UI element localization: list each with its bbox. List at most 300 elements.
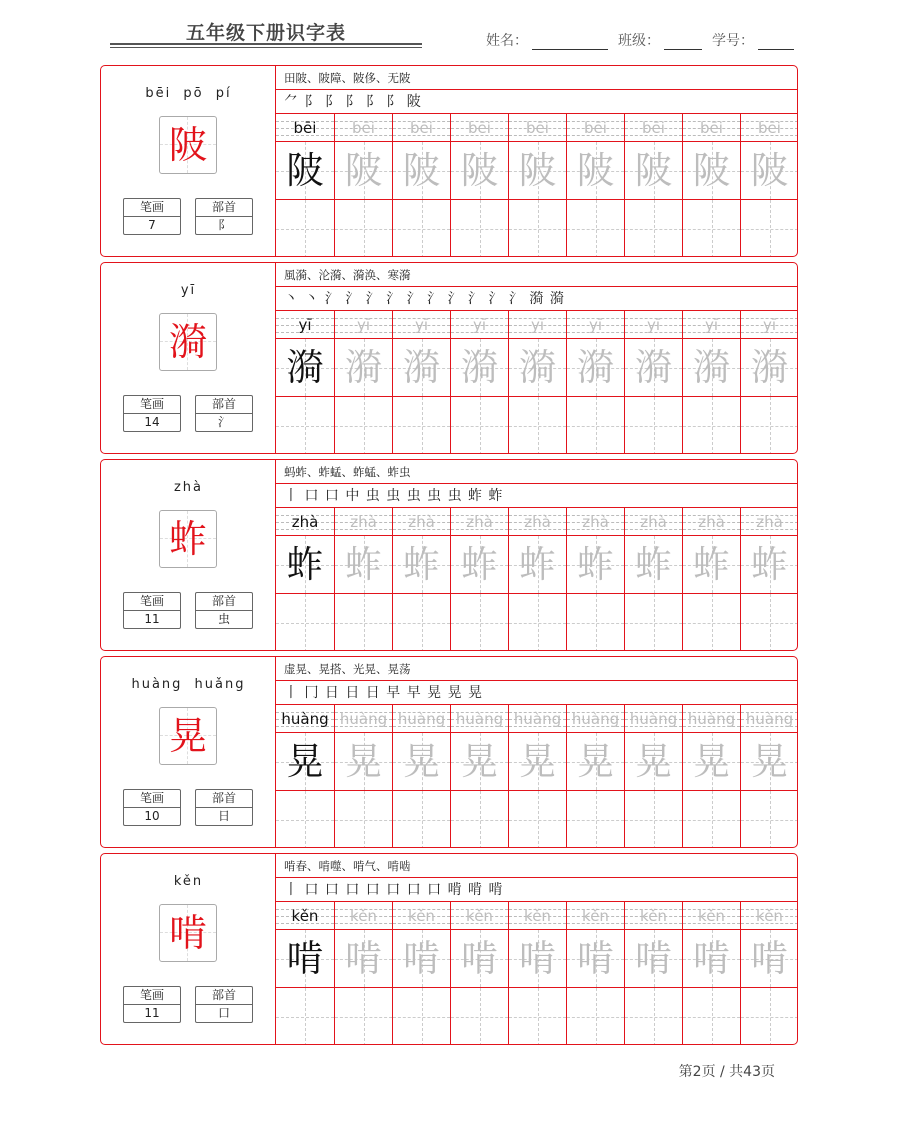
trace-character: 晃 xyxy=(345,740,382,783)
practice-pinyin-cell[interactable] xyxy=(683,114,740,142)
practice-pinyin-cell[interactable] xyxy=(335,705,392,733)
practice-column xyxy=(450,508,508,651)
practice-pinyin-cell[interactable] xyxy=(393,114,450,142)
trace-cell[interactable] xyxy=(509,536,566,594)
trace-cell[interactable] xyxy=(741,733,798,791)
practice-column xyxy=(682,705,740,848)
practice-pinyin-cell[interactable] xyxy=(741,114,798,142)
practice-column xyxy=(508,902,566,1045)
name-field[interactable] xyxy=(486,30,608,50)
practice-pinyin: zhà xyxy=(466,513,493,531)
trace-character: 啃 xyxy=(635,937,672,980)
stroke-count-label: 笔画 xyxy=(124,199,180,217)
practice-pinyin-cell[interactable] xyxy=(393,705,450,733)
practice-pinyin-cell[interactable] xyxy=(625,114,682,142)
trace-cell[interactable] xyxy=(335,536,392,594)
trace-character: 漪 xyxy=(286,346,324,389)
character-display-box xyxy=(159,116,217,174)
trace-cell[interactable] xyxy=(567,536,624,594)
practice-pinyin-cell[interactable] xyxy=(741,705,798,733)
character-display: 陂 xyxy=(168,123,207,167)
practice-pinyin-cell[interactable] xyxy=(567,705,624,733)
practice-column xyxy=(508,311,566,454)
practice-column xyxy=(392,508,450,651)
blank-writing-cell[interactable] xyxy=(335,200,392,257)
blank-writing-cell[interactable] xyxy=(741,594,798,651)
trace-character: 啃 xyxy=(577,937,614,980)
trace-character: 陂 xyxy=(461,149,498,192)
trace-cell[interactable] xyxy=(393,339,450,397)
character-display-box xyxy=(159,510,217,568)
practice-pinyin: bēi xyxy=(526,119,549,137)
practice-column xyxy=(276,311,334,454)
trace-cell[interactable] xyxy=(393,536,450,594)
writing-grid xyxy=(276,311,798,454)
trace-cell[interactable] xyxy=(509,142,566,200)
radical-label: 部首 xyxy=(196,396,252,414)
trace-cell[interactable] xyxy=(625,930,682,988)
practice-pinyin: yī xyxy=(298,316,312,334)
trace-cell[interactable] xyxy=(451,536,508,594)
practice-area xyxy=(276,263,798,453)
trace-cell[interactable] xyxy=(335,930,392,988)
stroke-count-value: 11 xyxy=(144,1006,160,1020)
stroke-count-tag xyxy=(123,986,181,1023)
practice-column xyxy=(392,311,450,454)
trace-cell[interactable] xyxy=(741,142,798,200)
blank-writing-cell[interactable] xyxy=(741,791,798,848)
trace-cell[interactable] xyxy=(509,339,566,397)
practice-column xyxy=(566,311,624,454)
blank-writing-cell[interactable] xyxy=(393,791,450,848)
trace-cell[interactable] xyxy=(276,142,334,200)
practice-pinyin: kěn xyxy=(350,907,377,925)
blank-writing-cell[interactable] xyxy=(683,397,740,454)
practice-column xyxy=(508,508,566,651)
practice-pinyin-cell[interactable] xyxy=(451,902,508,930)
trace-character: 漪 xyxy=(751,346,788,389)
character-pinyin: zhà xyxy=(173,480,204,495)
trace-cell[interactable] xyxy=(393,930,450,988)
practice-pinyin: zhà xyxy=(524,513,551,531)
practice-pinyin-cell[interactable] xyxy=(509,902,566,930)
practice-column xyxy=(276,902,334,1045)
trace-cell[interactable] xyxy=(451,339,508,397)
blank-writing-cell[interactable] xyxy=(509,988,566,1045)
blank-writing-cell[interactable] xyxy=(567,594,624,651)
practice-pinyin-cell[interactable] xyxy=(625,508,682,536)
example-words: 蚂蚱、蚱蜢、蚱蜢、蚱虫 xyxy=(276,460,798,484)
blank-writing-cell[interactable] xyxy=(567,988,624,1045)
practice-pinyin-cell[interactable] xyxy=(567,114,624,142)
radical-value: 阝 xyxy=(217,218,230,232)
trace-cell[interactable] xyxy=(335,142,392,200)
trace-cell[interactable] xyxy=(567,142,624,200)
practice-pinyin: huàng xyxy=(629,710,678,728)
character-card xyxy=(100,656,798,848)
practice-column xyxy=(450,705,508,848)
stroke-count-label: 笔画 xyxy=(124,396,180,414)
trace-cell[interactable] xyxy=(567,733,624,791)
practice-pinyin: huàng xyxy=(571,710,620,728)
stroke-count-tag xyxy=(123,592,181,629)
character-display: 晃 xyxy=(168,714,207,758)
practice-pinyin-cell[interactable] xyxy=(276,705,334,733)
practice-column xyxy=(566,705,624,848)
blank-writing-cell[interactable] xyxy=(276,397,334,454)
practice-pinyin: huàng xyxy=(513,710,562,728)
blank-writing-cell[interactable] xyxy=(451,397,508,454)
page-indicator: 第2页 / 共43页 xyxy=(678,1064,775,1080)
blank-writing-cell[interactable] xyxy=(335,988,392,1045)
practice-column xyxy=(740,705,798,848)
practice-column xyxy=(624,114,682,257)
practice-pinyin-cell[interactable] xyxy=(393,902,450,930)
trace-cell[interactable] xyxy=(567,930,624,988)
trace-character: 陂 xyxy=(286,149,324,192)
stroke-order: 丨 口 口 中 虫 虫 虫 虫 虫 蚱 蚱 xyxy=(276,484,798,508)
practice-pinyin-cell[interactable] xyxy=(393,508,450,536)
practice-pinyin: kěn xyxy=(408,907,435,925)
character-display-box xyxy=(159,904,217,962)
blank-writing-cell[interactable] xyxy=(451,594,508,651)
practice-area xyxy=(276,854,798,1044)
stroke-order: ⺈ 阝 阝 阝 阝 阝 陂 xyxy=(276,90,798,114)
practice-pinyin-cell[interactable] xyxy=(276,114,334,142)
number-label: 学号： xyxy=(712,33,754,49)
blank-writing-cell[interactable] xyxy=(335,791,392,848)
character-display: 啃 xyxy=(168,911,207,955)
practice-pinyin-cell[interactable] xyxy=(567,902,624,930)
trace-cell[interactable] xyxy=(276,536,334,594)
stroke-count-value: 14 xyxy=(144,415,160,429)
trace-character: 晃 xyxy=(751,740,788,783)
practice-pinyin: zhà xyxy=(408,513,435,531)
practice-column xyxy=(334,311,392,454)
practice-pinyin: yī xyxy=(356,316,371,334)
blank-writing-cell[interactable] xyxy=(393,988,450,1045)
trace-cell[interactable] xyxy=(509,733,566,791)
trace-cell[interactable] xyxy=(335,733,392,791)
practice-pinyin: zhà xyxy=(640,513,667,531)
blank-writing-cell[interactable] xyxy=(567,397,624,454)
blank-writing-cell[interactable] xyxy=(625,200,682,257)
practice-pinyin-cell[interactable] xyxy=(509,508,566,536)
trace-cell[interactable] xyxy=(276,930,334,988)
stroke-count-value: 11 xyxy=(144,612,160,626)
practice-column xyxy=(450,902,508,1045)
trace-cell[interactable] xyxy=(451,930,508,988)
number-field[interactable] xyxy=(712,30,794,50)
trace-character: 漪 xyxy=(693,346,730,389)
practice-column xyxy=(624,902,682,1045)
practice-pinyin: huàng xyxy=(339,710,388,728)
blank-writing-cell[interactable] xyxy=(509,791,566,848)
practice-pinyin-cell[interactable] xyxy=(509,114,566,142)
title-underline-thin xyxy=(110,47,422,48)
blank-writing-cell[interactable] xyxy=(451,791,508,848)
trace-character: 晃 xyxy=(286,740,324,783)
radical-tag xyxy=(195,789,253,826)
example-words: 風漪、沦漪、漪涣、寒漪 xyxy=(276,263,798,287)
practice-pinyin: zhà xyxy=(350,513,377,531)
practice-pinyin: bēi xyxy=(410,119,433,137)
character-pinyin: kěn xyxy=(173,874,204,889)
name-label: 姓名： xyxy=(486,33,528,49)
number-blank[interactable] xyxy=(758,33,794,50)
practice-pinyin-cell[interactable] xyxy=(451,508,508,536)
practice-pinyin-cell[interactable] xyxy=(567,311,624,339)
practice-column xyxy=(682,311,740,454)
blank-writing-cell[interactable] xyxy=(567,791,624,848)
trace-character: 漪 xyxy=(635,346,672,389)
practice-pinyin: kěn xyxy=(466,907,493,925)
practice-pinyin-cell[interactable] xyxy=(509,311,566,339)
trace-character: 晃 xyxy=(403,740,440,783)
blank-writing-cell[interactable] xyxy=(335,397,392,454)
practice-pinyin-cell[interactable] xyxy=(625,705,682,733)
blank-writing-cell[interactable] xyxy=(625,397,682,454)
trace-cell[interactable] xyxy=(741,339,798,397)
practice-pinyin: kěn xyxy=(582,907,609,925)
practice-pinyin: zhà xyxy=(291,513,319,531)
trace-cell[interactable] xyxy=(683,733,740,791)
trace-character: 蚱 xyxy=(577,543,614,586)
example-words: 啃春、啃噬、啃气、啃啮 xyxy=(276,854,798,878)
practice-area xyxy=(276,66,798,256)
blank-writing-cell[interactable] xyxy=(683,791,740,848)
trace-character: 蚱 xyxy=(751,543,788,586)
trace-character: 晃 xyxy=(519,740,556,783)
blank-writing-cell[interactable] xyxy=(625,988,682,1045)
character-card xyxy=(100,262,798,454)
practice-pinyin-cell[interactable] xyxy=(625,311,682,339)
class-label: 班级： xyxy=(618,33,660,49)
stroke-count-label: 笔画 xyxy=(124,593,180,611)
blank-writing-cell[interactable] xyxy=(276,594,334,651)
practice-pinyin: kěn xyxy=(640,907,667,925)
blank-writing-cell[interactable] xyxy=(335,594,392,651)
blank-writing-cell[interactable] xyxy=(625,791,682,848)
trace-character: 蚱 xyxy=(635,543,672,586)
blank-writing-cell[interactable] xyxy=(393,594,450,651)
blank-writing-cell[interactable] xyxy=(451,988,508,1045)
trace-cell[interactable] xyxy=(393,733,450,791)
practice-pinyin: huàng xyxy=(687,710,736,728)
trace-cell[interactable] xyxy=(741,930,798,988)
stroke-order: 丨 冂 日 日 日 早 早 晃 晃 晃 xyxy=(276,681,798,705)
writing-grid xyxy=(276,114,798,257)
practice-pinyin-cell[interactable] xyxy=(509,705,566,733)
practice-pinyin: kěn xyxy=(698,907,725,925)
practice-pinyin: kěn xyxy=(756,907,783,925)
trace-character: 蚱 xyxy=(345,543,382,586)
trace-cell[interactable] xyxy=(683,339,740,397)
trace-cell[interactable] xyxy=(625,142,682,200)
trace-cell[interactable] xyxy=(683,536,740,594)
blank-writing-cell[interactable] xyxy=(741,397,798,454)
practice-pinyin-cell[interactable] xyxy=(567,508,624,536)
trace-cell[interactable] xyxy=(567,339,624,397)
practice-pinyin: zhà xyxy=(756,513,783,531)
blank-writing-cell[interactable] xyxy=(567,200,624,257)
practice-pinyin: bēi xyxy=(584,119,607,137)
practice-pinyin-cell[interactable] xyxy=(683,705,740,733)
trace-cell[interactable] xyxy=(335,339,392,397)
blank-writing-cell[interactable] xyxy=(741,988,798,1045)
trace-cell[interactable] xyxy=(683,930,740,988)
practice-column xyxy=(740,508,798,651)
trace-cell[interactable] xyxy=(741,536,798,594)
practice-pinyin-cell[interactable] xyxy=(741,311,798,339)
practice-pinyin-cell[interactable] xyxy=(335,114,392,142)
trace-cell[interactable] xyxy=(451,142,508,200)
practice-pinyin-cell[interactable] xyxy=(276,508,334,536)
trace-cell[interactable] xyxy=(276,339,334,397)
practice-pinyin: zhà xyxy=(582,513,609,531)
practice-column xyxy=(682,902,740,1045)
practice-column xyxy=(740,902,798,1045)
practice-area xyxy=(276,657,798,847)
trace-cell[interactable] xyxy=(625,733,682,791)
practice-pinyin: kěn xyxy=(291,907,319,925)
trace-cell[interactable] xyxy=(509,930,566,988)
practice-pinyin-cell[interactable] xyxy=(451,311,508,339)
radical-label: 部首 xyxy=(196,593,252,611)
practice-pinyin-cell[interactable] xyxy=(335,311,392,339)
character-pinyin: yī xyxy=(180,283,197,298)
radical-tag xyxy=(195,198,253,235)
blank-writing-cell[interactable] xyxy=(509,397,566,454)
blank-writing-cell[interactable] xyxy=(276,791,334,848)
blank-writing-cell[interactable] xyxy=(509,594,566,651)
blank-writing-cell[interactable] xyxy=(683,200,740,257)
title-underline xyxy=(110,43,422,45)
practice-pinyin-cell[interactable] xyxy=(276,311,334,339)
blank-writing-cell[interactable] xyxy=(741,200,798,257)
blank-writing-cell[interactable] xyxy=(276,200,334,257)
blank-writing-cell[interactable] xyxy=(451,200,508,257)
character-display: 蚱 xyxy=(168,517,207,561)
practice-pinyin-cell[interactable] xyxy=(683,508,740,536)
practice-column xyxy=(624,705,682,848)
practice-column xyxy=(276,114,334,257)
practice-pinyin: yī xyxy=(762,316,777,334)
stroke-count-label: 笔画 xyxy=(124,790,180,808)
practice-column xyxy=(624,311,682,454)
trace-cell[interactable] xyxy=(276,733,334,791)
trace-cell[interactable] xyxy=(625,536,682,594)
practice-pinyin: yī xyxy=(588,316,603,334)
practice-area xyxy=(276,460,798,650)
radical-label: 部首 xyxy=(196,199,252,217)
practice-column xyxy=(450,114,508,257)
character-pinyin: huàng huǎng xyxy=(131,677,246,692)
practice-pinyin: yī xyxy=(646,316,661,334)
practice-pinyin-cell[interactable] xyxy=(625,902,682,930)
practice-pinyin: bēi xyxy=(468,119,491,137)
blank-writing-cell[interactable] xyxy=(683,988,740,1045)
trace-character: 蚱 xyxy=(519,543,556,586)
practice-pinyin-cell[interactable] xyxy=(683,902,740,930)
trace-cell[interactable] xyxy=(625,339,682,397)
writing-grid xyxy=(276,705,798,848)
blank-writing-cell[interactable] xyxy=(393,397,450,454)
radical-label: 部首 xyxy=(196,987,252,1005)
trace-character: 啃 xyxy=(693,937,730,980)
practice-pinyin-cell[interactable] xyxy=(335,508,392,536)
trace-character: 晃 xyxy=(577,740,614,783)
practice-pinyin-cell[interactable] xyxy=(683,311,740,339)
example-words: 田陂、陂障、陂侈、无陂 xyxy=(276,66,798,90)
character-card xyxy=(100,459,798,651)
trace-character: 陂 xyxy=(635,149,672,192)
name-blank[interactable] xyxy=(532,33,608,50)
practice-column xyxy=(450,311,508,454)
blank-writing-cell[interactable] xyxy=(276,988,334,1045)
practice-pinyin-cell[interactable] xyxy=(741,902,798,930)
trace-cell[interactable] xyxy=(683,142,740,200)
blank-writing-cell[interactable] xyxy=(509,200,566,257)
blank-writing-cell[interactable] xyxy=(625,594,682,651)
character-info xyxy=(101,460,276,650)
trace-cell[interactable] xyxy=(393,142,450,200)
practice-pinyin: bēi xyxy=(700,119,723,137)
radical-value: 日 xyxy=(217,809,230,823)
radical-tag xyxy=(195,395,253,432)
trace-character: 漪 xyxy=(577,346,614,389)
practice-pinyin-cell[interactable] xyxy=(276,902,334,930)
class-blank[interactable] xyxy=(664,33,702,50)
practice-pinyin: zhà xyxy=(698,513,725,531)
practice-column xyxy=(392,114,450,257)
practice-pinyin: huàng xyxy=(397,710,446,728)
practice-pinyin-cell[interactable] xyxy=(451,114,508,142)
character-card xyxy=(100,853,798,1045)
class-field[interactable] xyxy=(618,30,702,50)
practice-column xyxy=(682,508,740,651)
radical-label: 部首 xyxy=(196,790,252,808)
trace-character: 晃 xyxy=(693,740,730,783)
writing-grid xyxy=(276,508,798,651)
character-info xyxy=(101,263,276,453)
blank-writing-cell[interactable] xyxy=(393,200,450,257)
practice-pinyin-cell[interactable] xyxy=(393,311,450,339)
trace-character: 陂 xyxy=(693,149,730,192)
trace-character: 陂 xyxy=(751,149,788,192)
trace-character: 啃 xyxy=(403,937,440,980)
trace-cell[interactable] xyxy=(451,733,508,791)
practice-column xyxy=(276,508,334,651)
character-info xyxy=(101,854,276,1044)
practice-pinyin: yī xyxy=(704,316,719,334)
practice-pinyin: huàng xyxy=(281,710,329,728)
radical-value: 口 xyxy=(217,1006,230,1020)
practice-column xyxy=(682,114,740,257)
practice-column xyxy=(566,508,624,651)
practice-column xyxy=(740,114,798,257)
writing-grid xyxy=(276,902,798,1045)
practice-pinyin: yī xyxy=(472,316,487,334)
practice-column xyxy=(334,508,392,651)
practice-pinyin: huàng xyxy=(455,710,504,728)
practice-pinyin-cell[interactable] xyxy=(451,705,508,733)
blank-writing-cell[interactable] xyxy=(683,594,740,651)
practice-column xyxy=(508,114,566,257)
trace-character: 陂 xyxy=(345,149,382,192)
practice-pinyin-cell[interactable] xyxy=(335,902,392,930)
practice-pinyin-cell[interactable] xyxy=(741,508,798,536)
